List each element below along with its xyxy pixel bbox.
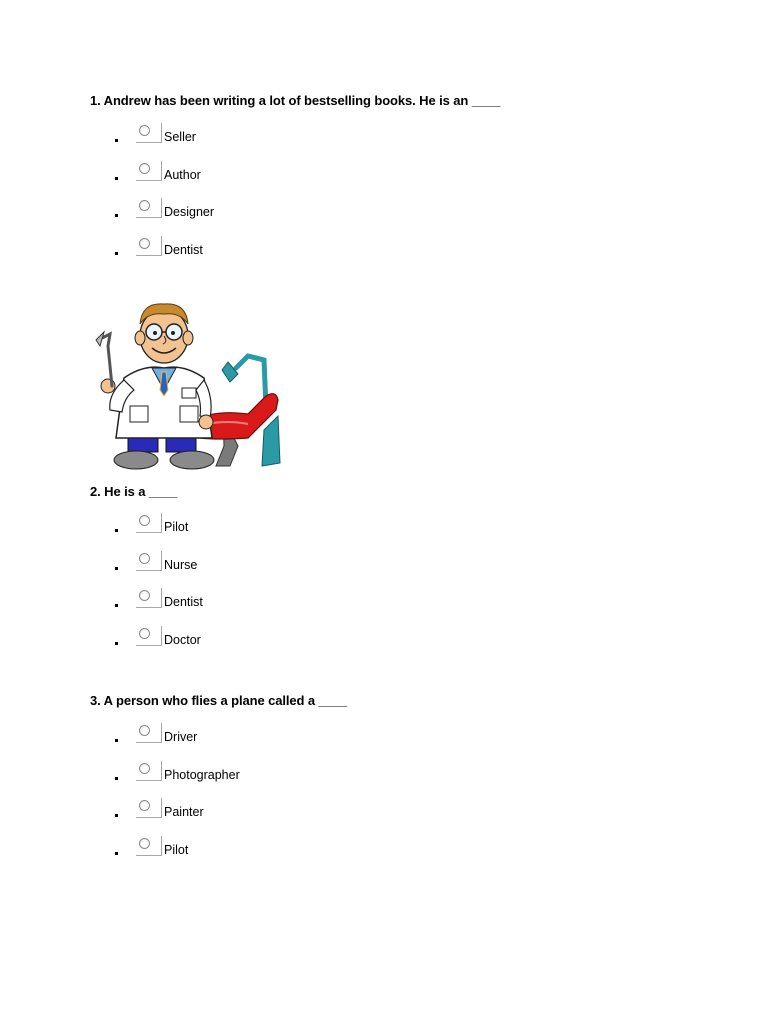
option-label: Pilot [164, 842, 189, 857]
bullet-icon [115, 852, 118, 855]
question-1-options [112, 129, 412, 279]
radio-circle-icon [139, 800, 150, 811]
radio-circle-icon [139, 590, 150, 601]
option-label: Driver [164, 730, 198, 744]
option-label: Dentist [164, 595, 203, 610]
radio-button[interactable] [136, 161, 162, 181]
bullet-icon [115, 642, 118, 645]
bullet-icon [115, 604, 118, 607]
option-label: Doctor [164, 632, 201, 647]
option-label: Pilot [164, 520, 189, 534]
bullet-icon [115, 139, 118, 142]
option-doctor [112, 632, 412, 670]
option-label: Designer [164, 205, 215, 220]
radio-circle-icon [139, 553, 150, 564]
option-pilot [112, 842, 412, 880]
radio-button[interactable] [136, 513, 162, 533]
radio-button[interactable] [136, 236, 162, 256]
dentist-cartoon-icon [88, 298, 283, 473]
bullet-icon [115, 814, 118, 817]
bullet-icon [115, 252, 118, 255]
radio-button[interactable] [136, 198, 162, 218]
radio-circle-icon [139, 163, 150, 174]
option-dentist [112, 242, 412, 280]
bullet-icon [115, 777, 118, 780]
radio-button[interactable] [136, 761, 162, 781]
radio-circle-icon [139, 838, 150, 849]
radio-circle-icon [139, 238, 150, 249]
bullet-icon [115, 214, 118, 217]
bullet-icon [115, 739, 118, 742]
option-label: Seller [164, 130, 196, 144]
question-3-options [112, 729, 412, 879]
radio-button[interactable] [136, 123, 162, 143]
bullet-icon [115, 529, 118, 532]
question-3-text: 3. A person who flies a plane called a ____ [90, 693, 348, 708]
radio-circle-icon [139, 725, 150, 736]
radio-circle-icon [139, 200, 150, 211]
option-label: Painter [164, 805, 204, 820]
option-label: Author [164, 167, 201, 182]
radio-circle-icon [139, 763, 150, 774]
radio-button[interactable] [136, 626, 162, 646]
radio-circle-icon [139, 515, 150, 526]
bullet-icon [115, 567, 118, 570]
radio-button[interactable] [136, 723, 162, 743]
radio-circle-icon [139, 125, 150, 136]
dentist-illustration [88, 298, 283, 473]
question-2-options [112, 519, 412, 669]
radio-circle-icon [139, 628, 150, 639]
option-label: Dentist [164, 242, 203, 257]
radio-button[interactable] [136, 836, 162, 856]
option-label: Nurse [164, 557, 198, 572]
radio-button[interactable] [136, 551, 162, 571]
radio-button[interactable] [136, 588, 162, 608]
bullet-icon [115, 177, 118, 180]
radio-button[interactable] [136, 798, 162, 818]
question-1-text: 1. Andrew has been writing a lot of bestselling books. He is an ____ [90, 93, 501, 108]
question-2-text: 2. He is a ____ [90, 484, 178, 499]
option-label: Photographer [164, 767, 240, 782]
